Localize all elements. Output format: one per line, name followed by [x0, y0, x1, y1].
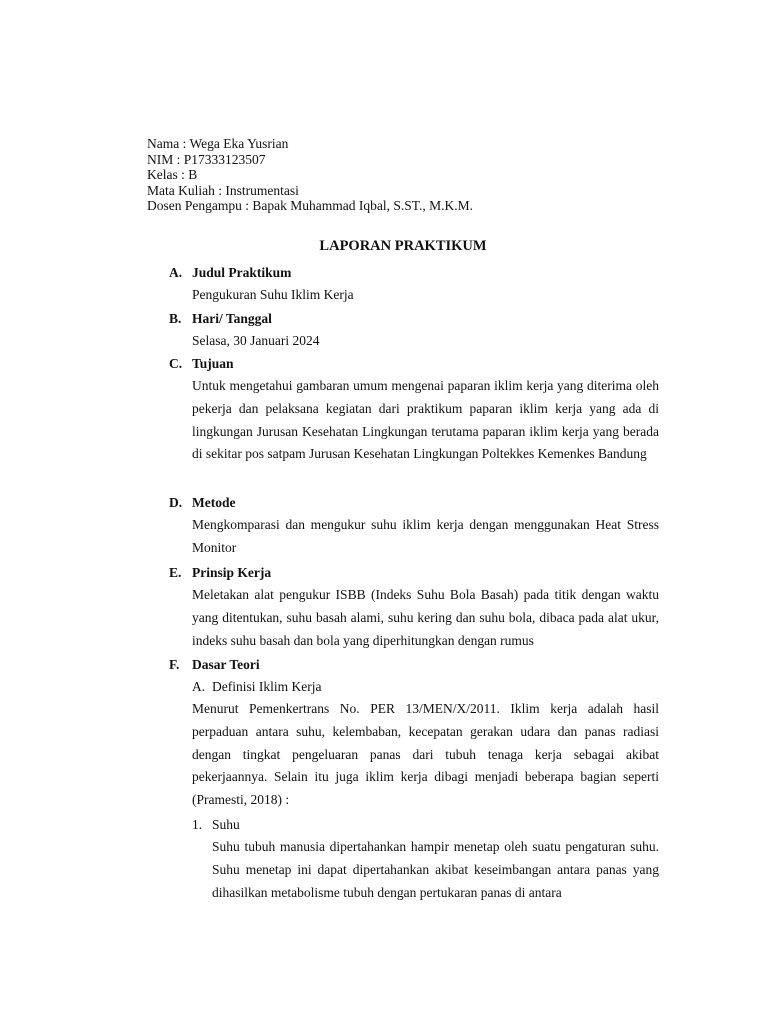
section-heading: Hari/ Tanggal	[192, 311, 272, 326]
section-hari-tanggal	[169, 308, 659, 353]
subsection-letter: A.	[192, 679, 206, 694]
section-letter: D.	[169, 495, 183, 510]
section-tujuan	[169, 353, 659, 466]
report-title: LAPORAN PRAKTIKUM	[319, 238, 487, 254]
section-prinsip-kerja	[169, 562, 659, 652]
numbered-item-heading: Suhu	[212, 816, 240, 832]
section-heading: Dasar Teori	[192, 657, 260, 672]
lecturer-name: Dosen Pengampu : Bapak Muhammad Iqbal, S.ST., M.K.M.	[147, 198, 473, 213]
numbered-item-number: 1.	[192, 816, 203, 832]
section-body: Selasa, 30 Januari 2024	[192, 333, 320, 348]
student-nim: NIM : P17333123507	[147, 151, 266, 167]
section-metode	[169, 492, 659, 560]
subsection-body: Menurut Pemenkertrans No. PER 13/MEN/X/2011. Iklim kerja adalah hasil perpaduan antara suhu, kelembaban, kecepatan gerakan udara dan panas radiasi dengan tingkat pengeluaran panas dari tubuh tenaga kerja sebagai akibat pekerjaannya. Selain itu juga iklim kerja dibagi menjadi beberapa bagian seperti (Pramesti, 2018) :	[192, 701, 659, 808]
section-body: Mengkomparasi dan mengukur suhu iklim kerja dengan menggunakan Heat Stress Monitor	[192, 517, 659, 555]
section-heading: Judul Praktikum	[192, 265, 292, 280]
section-body: Pengukuran Suhu Iklim Kerja	[192, 287, 354, 302]
section-judul-praktikum	[169, 262, 659, 307]
section-body: Untuk mengetahui gambaran umum mengenai paparan iklim kerja yang diterima oleh pekerja dan pelaksana kegiatan dari praktikum paparan iklim kerja yang ada di lingkungan Jurusan Kesehatan Lingkungan terutama paparan iklim kerja yang berada di sekitar pos satpam Jurusan Kesehatan Lingkungan Poltekkes Kemenkes Bandung	[192, 378, 659, 462]
section-letter: B.	[169, 311, 182, 326]
subsection-heading: Definisi Iklim Kerja	[212, 679, 322, 694]
section-heading: Metode	[192, 495, 236, 510]
section-letter: A.	[169, 265, 183, 280]
numbered-item-heading-row	[192, 814, 659, 836]
section-heading: Tujuan	[192, 356, 234, 371]
student-identity-block	[147, 136, 473, 214]
section-dasar-teori	[169, 654, 659, 904]
section-letter: C.	[169, 356, 183, 371]
course-name: Mata Kuliah : Instrumentasi	[147, 182, 299, 198]
subsection-heading-row	[192, 676, 659, 698]
section-letter: E.	[169, 565, 182, 580]
section-letter: F.	[169, 657, 180, 672]
section-heading: Prinsip Kerja	[192, 565, 272, 580]
student-class: Kelas : B	[147, 167, 198, 182]
section-body: Meletakan alat pengukur ISBB (Indeks Suhu Bola Basah) pada titik dengan waktu yang ditentukan, suhu basah alami, suhu kering dan suhu bola, dibaca pada alat ukur, indeks suhu basah dan bola yang diperhitungkan dengan rumus	[192, 587, 659, 648]
numbered-item-body: Suhu tubuh manusia dipertahankan hampir menetap oleh suatu pengaturan suhu. Suhu menetap ini dapat dipertahankan akibat keseimbangan antara panas yang dihasilkan metabolisme tubuh dengan pertukaran panas di antara	[212, 838, 659, 900]
student-name: Nama : Wega Eka Yusrian	[147, 136, 289, 151]
